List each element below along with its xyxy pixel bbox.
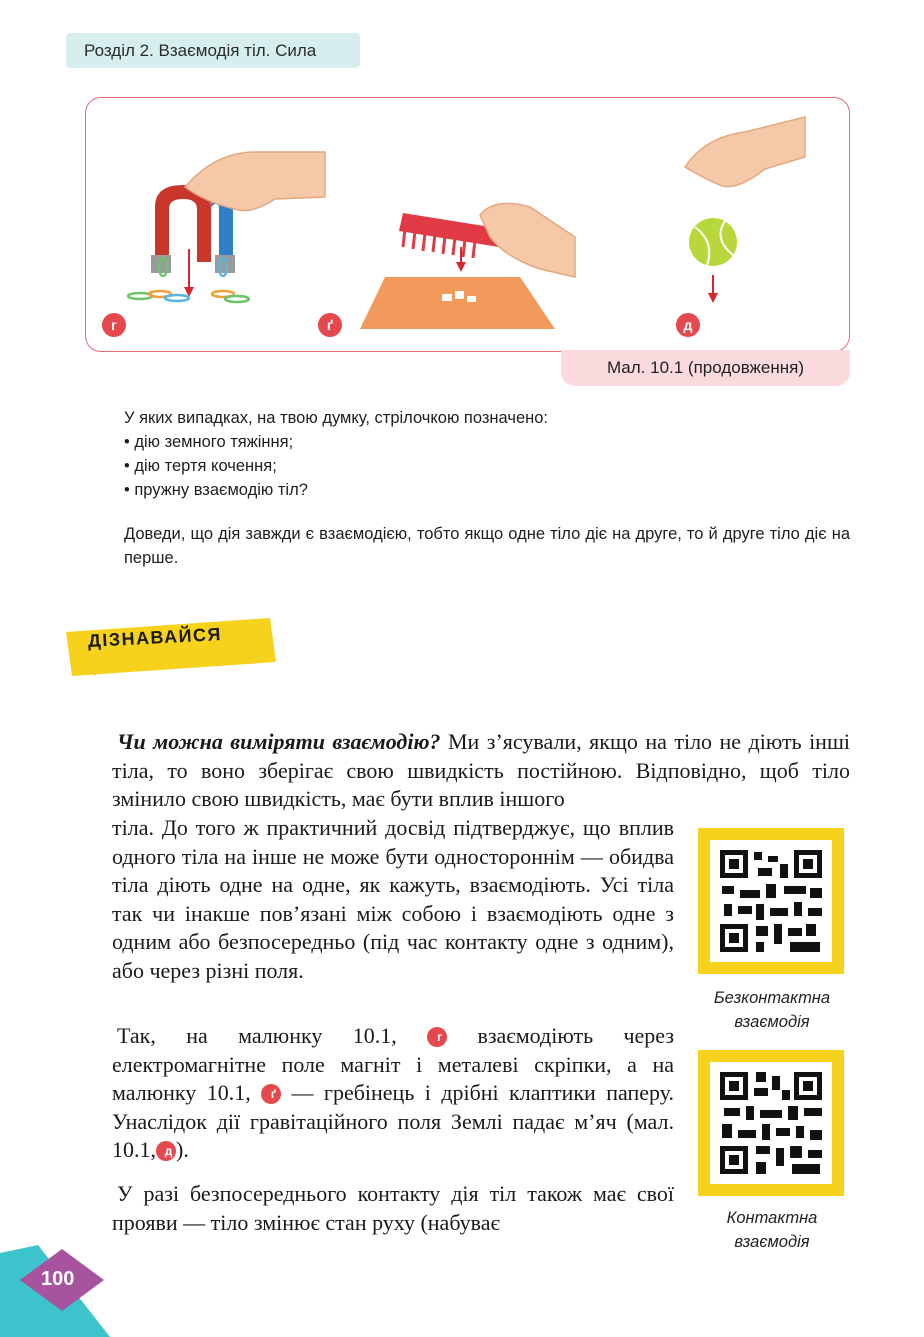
qr-code-contactless[interactable] (698, 828, 844, 974)
qr-caption-contactless: Безконтактна взаємодія (713, 989, 831, 1031)
question-bullet: • пружну взаємодію тіл? (124, 481, 308, 499)
paragraph-text: — гребінець і дрібні клаптики паперу. Унаслідок дії гравітаційного поля Землі падає м’яч (мал. 10.1, (112, 1080, 675, 1162)
paragraph-3: У разі безпосереднього контакту дія тіл також має свої прояви — тіло змінює стан руху (набуває (112, 1181, 674, 1235)
task-text: Доведи, що дія завжди є взаємодією, тобто якщо одне тіло діє на друге, то й друге тіло діє на перше. (124, 525, 850, 567)
figure-marker-g: г (102, 313, 126, 337)
comb-illustration (360, 203, 575, 329)
figure-marker-d: д (676, 313, 700, 337)
page-number: 100 (41, 1268, 75, 1290)
question-bullet: • дію тертя кочення; (124, 457, 277, 475)
qr-caption-contact: Контактна взаємодія (726, 1209, 818, 1251)
paragraph-1-top (112, 728, 850, 814)
paragraph-2 (112, 1022, 674, 1165)
figure-marker-ge: ґ (318, 313, 342, 337)
inline-marker-ge: ґ (261, 1084, 281, 1104)
figure-caption: Мал. 10.1 (продовження) (561, 350, 850, 386)
page-corner (0, 1245, 110, 1337)
paragraph-lead: Чи можна виміряти взаємодію? (117, 729, 441, 754)
magnet-illustration (128, 152, 325, 302)
ball-illustration (685, 117, 805, 303)
inline-marker-d: д (156, 1141, 176, 1161)
question-intro: У яких випадках, на твою думку, стрілочкою позначено: (124, 409, 548, 427)
paragraph-text: Ми з’ясували, якщо на тіло не діють інші тіла, то воно зберігає свою швидкість постійною. Відповідно, щоб тіло змінило свою швидкість, має бути вплив іншого (112, 729, 851, 811)
inline-marker-g: г (427, 1027, 447, 1047)
chapter-header: Розділ 2. Взаємодія тіл. Сила (66, 33, 360, 68)
question-bullet: • дію земного тяжіння; (124, 433, 294, 451)
paragraph-text: ). (176, 1137, 189, 1162)
paragraph-text: Так, на малюнку 10.1, (117, 1023, 397, 1048)
qr-code-contact[interactable] (698, 1050, 844, 1196)
paragraph-1-rest: тіла. До того ж практичний досвід підтверджує, що вплив одного тіла на інше не може бути одностороннім — обидва тіла діють одне на одне, як кажуть, взаємодіють. Усі тіла так чи інакше пов’язані між собою і взаємодіють одне з одним або безпосередньо (під час контакту одне з одним), або через різні поля. (112, 815, 674, 983)
figure-illustrations (85, 97, 850, 352)
section-heading: ДІЗНАВАЙСЯ (87, 623, 223, 651)
paragraph-text: взаємодіють через електромагнітне поле магніт і металеві скріпки, а на малюнку 10.1, (112, 1023, 675, 1105)
